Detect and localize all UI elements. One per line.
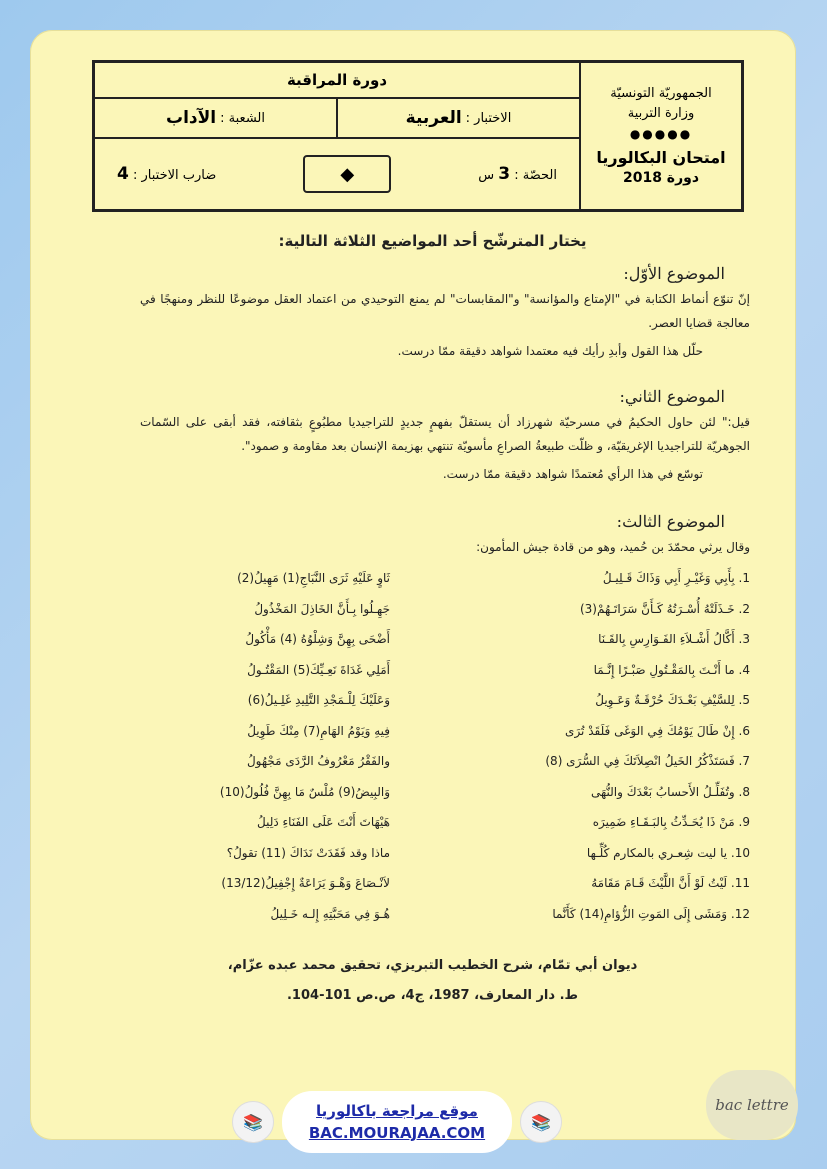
badge-text: bac lettre <box>715 1096 789 1114</box>
verse-second-hemistich: هَيْهَاتَ أَنْتَ عَلَى الفَنَاءِ دَلِيلُ <box>257 815 390 830</box>
instructions: يختار المترشّح أحد المواضيع الثلاثة التالية: <box>278 232 587 250</box>
verse-second-hemistich: وَعَلَيْكَ لِلْـمَجْدِ التَّلِيدِ غَلِـيلُ(6) <box>247 693 390 708</box>
coef-value: 4 <box>117 164 129 184</box>
duration-value: 3 <box>498 164 511 184</box>
dots-decoration: ●●●●● <box>629 127 693 141</box>
site-link[interactable] <box>282 1091 512 1153</box>
branch-label: الشعبة : <box>220 110 265 126</box>
exam-content <box>140 232 750 1011</box>
verse-first-hemistich: 4. ما أَنْـتَ بِالمَقْـتُولِ صَبْـرًا إِنَّـمَا <box>593 662 750 677</box>
subject-row <box>95 99 579 139</box>
session-title: دورة المراقبة <box>286 71 388 89</box>
verse-first-hemistich: 12. وَمَشَى إِلَى المَوتِ الزُّؤامِ(14) كَأَنَّما <box>552 906 750 921</box>
branch-cell <box>95 99 336 137</box>
verse-second-hemistich: أَمَلِي غَدَاةَ نَعِـيِّكَ(5) المَقْتُـولُ <box>247 662 390 677</box>
verse-second-hemistich: هُـوَ فِي مَحَبَّتِهِ إِلـه خَـلِيلُ <box>270 906 390 921</box>
verse-second-hemistich: وَالبِيضُ(9) مُلْسٌ مَا بِهِنَّ فُلُولُ(10) <box>219 784 390 799</box>
duration-row <box>95 139 579 209</box>
topic1-title: الموضوع الأوّل: <box>623 264 725 283</box>
poem <box>140 563 750 929</box>
verse-row <box>140 899 750 930</box>
verse-second-hemistich: والفَقْرُ مَعْرُوفُ الرَّدَى مَجْهُولُ <box>246 754 390 769</box>
verse-second-hemistich: جَهِـلُوا بِـأَنَّ الخَاذِلَ المَخْذُولُ <box>254 601 390 616</box>
subject-cell <box>336 99 579 137</box>
verse-first-hemistich: 1. بِأَبِي وَغَيْـرِ أَبِي وَذَاكَ قَـلِيـلُ <box>602 571 750 586</box>
exam-year: دورة 2018 <box>622 170 700 186</box>
source-line-1: ديوان أبي تمّام، شرح الخطيب التبريزي، تحقيق محمد عبده عزّام، <box>227 958 638 973</box>
header-right-block <box>581 63 741 209</box>
verse-row <box>140 563 750 594</box>
duration-label: الحصّة : <box>514 168 557 183</box>
verse-second-hemistich: أَضْحَى بِهِنَّ وَشِلْوُهُ (4) مَأْكُولُ <box>245 632 390 647</box>
verse-row <box>140 838 750 869</box>
verse-first-hemistich: 11. لَيْتُ لَوْ أَنَّ اللَّيْثَ قَـامَ مَقَامَهُ <box>591 876 750 891</box>
verse-first-hemistich: 2. خَـذَلَتْهُ أُسْـرَتُهُ كَـأَنَّ سَرَاتَـهُمْ(3) <box>579 601 750 616</box>
verse-row <box>140 807 750 838</box>
coef-field <box>117 164 216 184</box>
topic1-text: إنّ تنوّع أنماط الكتابة في "الإمتاع والمؤانسة" و"المقابسات" لم يمنع التوحيدي من اعتماد العقل موضوعًا للنظر ومنهجًا في معالجة قضايا العصر. <box>140 292 750 330</box>
header-left-block <box>95 63 581 209</box>
topic1-task: حلّل هذا القول وأبدِ رأيك فيه معتمدا شواهد دقيقة ممّا درست. <box>397 344 703 358</box>
coef-label: ضارب الاختبار : <box>132 168 217 183</box>
source-citation <box>140 951 725 1011</box>
subject-label: الاختبار : <box>465 110 512 126</box>
topic3-title: الموضوع الثالث: <box>616 512 725 531</box>
verse-second-hemistich: ثَاوٍ عَلَيْهِ ثَرَى النَّبَاجِ(1) مَهِيلُ(2) <box>237 571 390 586</box>
verse-first-hemistich: 9. مَنْ ذَا يُحَـدِّثُ بِالبَـقَـاءِ ضَمِيرَه <box>592 815 750 830</box>
bac-lettre-badge <box>706 1070 798 1140</box>
duration-field <box>478 164 557 184</box>
session-row <box>95 63 579 99</box>
verse-first-hemistich: 8. وتُفَلِّـلُ الأَحسابُ بَعْدَكَ والنُّهَى <box>590 784 750 799</box>
books-logo-icon: 📚 <box>520 1101 562 1143</box>
verse-row <box>140 624 750 655</box>
topic2-title: الموضوع الثاني: <box>619 387 725 406</box>
verse-first-hemistich: 3. أَكَّالُ أَشْـلاَءِ الفَـوَارِسِ بِالقَـنَا <box>598 632 750 647</box>
verse-row <box>140 868 750 899</box>
source-line-2: ط. دار المعارف، 1987، ج4، ص.ص 101-104. <box>286 988 579 1003</box>
ministry-label: وزارة التربية <box>627 106 695 121</box>
verse-second-hemistich: فِيهِ وَيَوْمُ الهَامِ(7) مِنْكَ طَوِيلُ <box>247 723 390 738</box>
verse-row <box>140 685 750 716</box>
diamond-icon: ◆ <box>303 155 391 193</box>
site-url[interactable]: BAC.MOURAJAA.COM <box>308 1124 486 1142</box>
books-logo-icon: 📚 <box>232 1101 274 1143</box>
verse-first-hemistich: 10. يا ليت شِعـري بالمكارم كُلِّـها <box>586 845 750 860</box>
duration-unit: س <box>478 168 495 183</box>
verse-row <box>140 655 750 686</box>
site-name-arabic[interactable]: موقع مراجعة باكالوريا <box>316 1102 478 1120</box>
exam-title: امتحان البكالوريا <box>596 148 726 167</box>
verse-second-hemistich: لاَنْـصَاعَ وَهْـوَ يَرَاعَةٌ إِجْفِيلُ(13/12) <box>221 876 390 891</box>
verse-row <box>140 777 750 808</box>
verse-row <box>140 594 750 625</box>
verse-first-hemistich: 7. فَسَتَذْكُرُ الخَيلُ انْصِلاَتَكَ فِي السُّرَى (8) <box>545 754 750 769</box>
topic3-intro: وقال يرثي محمّدَ بن حُميد، وهو من قادة جيش المأمون: <box>476 540 750 554</box>
verse-first-hemistich: 5. لِلسَّيْفِ بَعْـدَكَ حُرْقَـةٌ وَعَـوِيلُ <box>595 693 750 708</box>
verse-row <box>140 746 750 777</box>
republic-label: الجمهوريّة التونسيّة <box>610 86 712 101</box>
site-footer <box>232 1088 562 1156</box>
exam-header <box>92 60 744 212</box>
topic2-text: قيل:" لئن حاول الحكيمُ في مسرحيّة شهرزاد أن يستقلّ بفهمٍ جديدٍ للتراجيديا مطبُوعٍ بثقافته، فقد أبقى على السّمات الجوهريّة للتراجيديا الإغريقيّة، و ظلّت طبيعةُ الصراعِ مأسويّة تنتهي بهزيمة الإنسان بعد مقاومة و صمود". <box>140 415 750 453</box>
verse-second-hemistich: ماذا وقد فَقَدَتْ نَدَاكَ (11) تقولُ؟ <box>226 845 390 860</box>
subject-value: العربية <box>405 108 462 128</box>
topic2-task: توسّع في هذا الرأي مُعتمدًا شواهد دقيقة ممّا درست. <box>442 467 703 481</box>
verse-first-hemistich: 6. إِنْ طَالَ يَوْمُكَ فِي الوَغَى فَلَقَدْ تُرَى <box>565 723 750 738</box>
branch-value: الآداب <box>166 108 217 128</box>
verse-row <box>140 716 750 747</box>
